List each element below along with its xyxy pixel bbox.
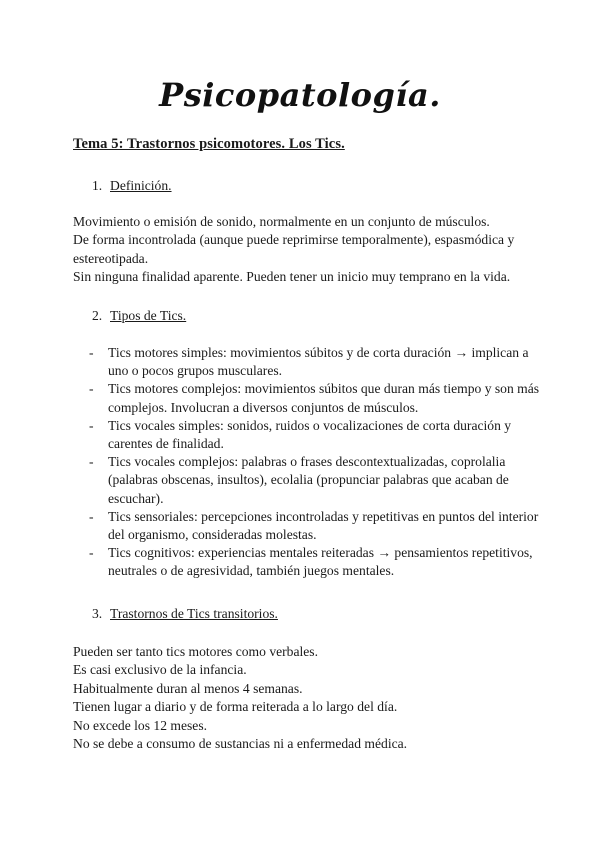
list-item <box>89 380 544 416</box>
list-item-text: Tics vocales complejos: palabras o frases descontextualizadas, coprolalia (palabras obscenas, insultos), ecolalia (propunciar palabras que acaban de escuchar). <box>108 454 509 506</box>
paragraph-line: Pueden ser tanto tics motores como verbales. <box>73 644 318 659</box>
section-title: Tipos de Tics. <box>110 308 187 323</box>
bullet-dash: - <box>89 417 94 433</box>
topic-heading: Tema 5: Trastornos psicomotores. Los Tics. <box>73 136 345 152</box>
paragraph-line: Es casi exclusivo de la infancia. <box>73 662 247 678</box>
section-number: 3. <box>92 606 103 621</box>
list-item-text: Tics cognitivos: experiencias mentales reiteradas → pensamientos repetitivos, neutrales o de agresividad, también juegos mentales. <box>108 545 533 579</box>
list-item-text: Tics vocales simples: sonidos, ruidos o vocalizaciones de corta duración y carentes de finalidad. <box>108 417 512 452</box>
tic-types-list <box>89 344 544 581</box>
section-heading-trastornos <box>92 606 278 622</box>
list-item <box>89 453 544 508</box>
bullet-dash: - <box>89 345 94 360</box>
page-title: Psicopatología. <box>159 76 441 114</box>
list-item-text: Tics sensoriales: percepciones incontroladas y repetitivas en puntos del interior del organismo, consideradas molestas. <box>108 508 539 543</box>
bullet-dash: - <box>89 508 94 524</box>
list-item <box>89 508 544 544</box>
paragraph-line: No se debe a consumo de sustancias ni a enfermedad médica. <box>73 736 408 752</box>
bullet-dash: - <box>89 381 94 397</box>
paragraph-line: Habitualmente duran al menos 4 semanas. <box>73 680 303 696</box>
list-item-text: Tics motores complejos: movimientos súbitos que duran más tiempo y son más complejos. Involucran a diversos conjuntos de músculos. <box>108 381 540 415</box>
paragraph-line: De forma incontrolada (aunque puede reprimirse temporalmente), espasmódica y estereotipada. <box>73 232 515 266</box>
paragraph-line: Tienen lugar a diario y de forma reiterada a lo largo del día. <box>73 699 398 715</box>
section-number: 1. <box>92 178 103 193</box>
list-item-text: Tics motores simples: movimientos súbitos y de corta duración → implican a uno o pocos grupos musculares. <box>108 345 529 379</box>
transitory-tics-paragraph <box>73 643 543 753</box>
section-heading-tipos <box>92 308 186 324</box>
list-item <box>89 417 544 453</box>
section-title: Trastornos de Tics transitorios. <box>110 606 278 621</box>
paragraph-line: Movimiento o emisión de sonido, normalmente en un conjunto de músculos. <box>73 214 490 229</box>
bullet-dash: - <box>89 454 94 470</box>
list-item <box>89 544 544 580</box>
paragraph-line: Sin ninguna finalidad aparente. Pueden tener un inicio muy temprano en la vida. <box>73 269 511 285</box>
bullet-dash: - <box>89 545 94 561</box>
list-item <box>89 344 544 380</box>
section-heading-definicion <box>92 178 172 194</box>
section-number: 2. <box>92 308 103 323</box>
section-title: Definición. <box>110 178 172 193</box>
definition-paragraph <box>73 213 543 287</box>
paragraph-line: No excede los 12 meses. <box>73 717 208 733</box>
